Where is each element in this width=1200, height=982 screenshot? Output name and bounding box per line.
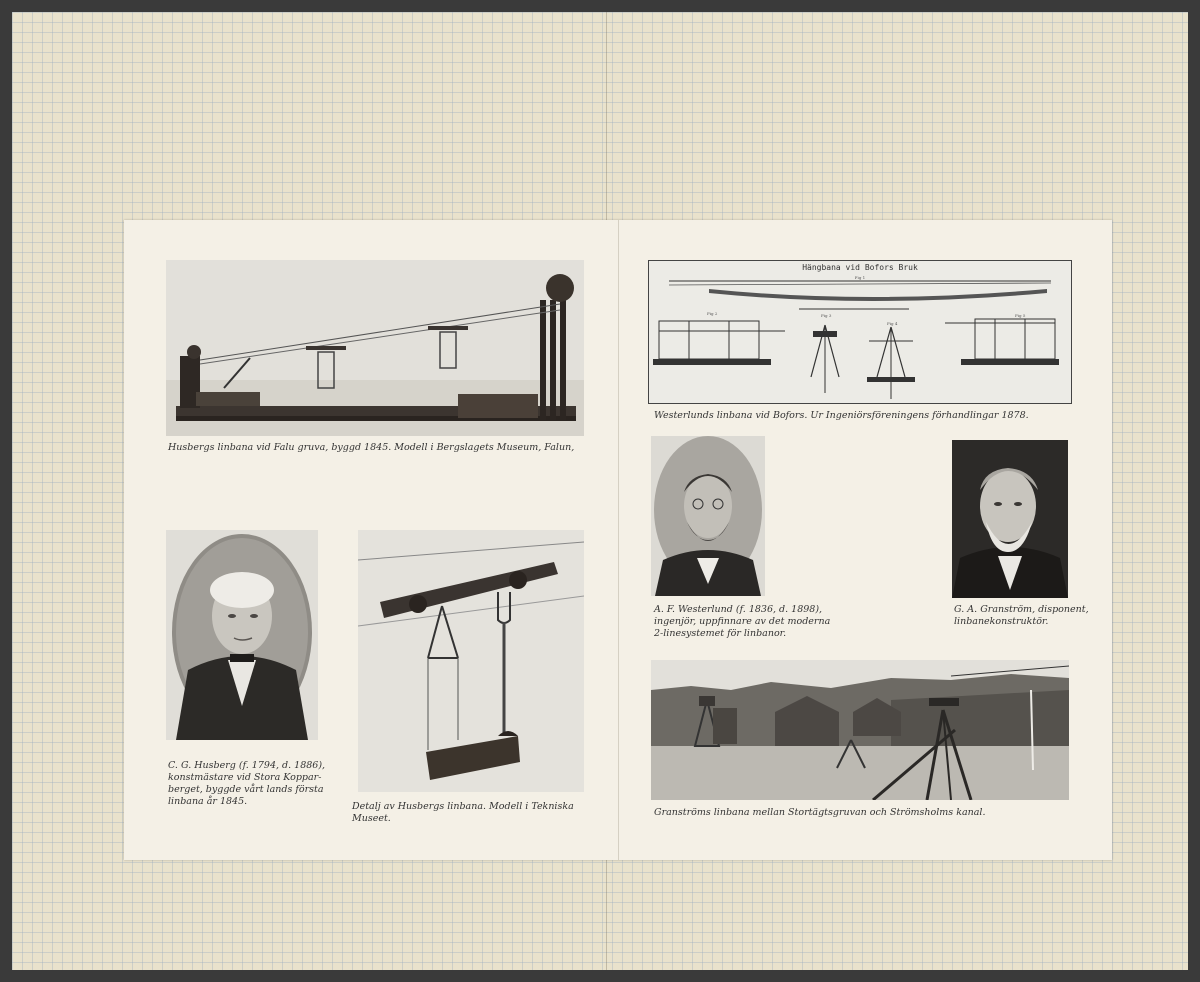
granstrom-landscape-photo (651, 660, 1069, 800)
westerlund-caption: A. F. Westerlund (f. 1836, d. 1898), ingenjör, uppfinnare av det moderna 2-linesystemet för linbanor. (654, 604, 831, 639)
husberg-model-caption: Husbergs linbana vid Falu gruva, byggd 1845. Modell i Bergslagets Museum, Falun, (168, 442, 575, 453)
booklet-fold (618, 220, 619, 860)
fig-label-2: Fig 2 (707, 311, 718, 316)
bofors-technical-drawing (648, 260, 1072, 404)
booklet-spread (124, 220, 1112, 860)
drawing-title: Hängbana vid Bofors Bruk (802, 263, 918, 272)
grid-mount-sheet (12, 12, 1188, 970)
fig-label-1: Fig 1 (854, 275, 866, 280)
fig-label-3: Fig 3 (821, 313, 832, 318)
husberg-portrait (166, 530, 318, 740)
granstrom-caption: G. A. Granström, disponent, linbanekonstruktör. (954, 604, 1089, 627)
fig-label-5: Fig 5 (1015, 313, 1026, 318)
granstrom-portrait (952, 440, 1068, 598)
husberg-model-photo (166, 260, 584, 436)
husberg-detail-photo (358, 530, 584, 792)
granstrom-landscape-caption: Granströms linbana mellan Stortägtsgruvan och Strömsholms kanal. (654, 807, 986, 818)
bofors-drawing-caption: Westerlunds linbana vid Bofors. Ur Ingeniörsföreningens förhandlingar 1878. (654, 410, 1029, 421)
husberg-detail-caption: Detalj av Husbergs linbana. Modell i Tekniska Museet. (352, 801, 574, 824)
westerlund-portrait (651, 436, 765, 596)
fig-label-4: Fig 4 (887, 321, 898, 326)
husberg-portrait-caption: C. G. Husberg (f. 1794, d. 1886), konstmästare vid Stora Koppar- berget, byggde vårt lands första linbana år 1845. (168, 760, 326, 807)
